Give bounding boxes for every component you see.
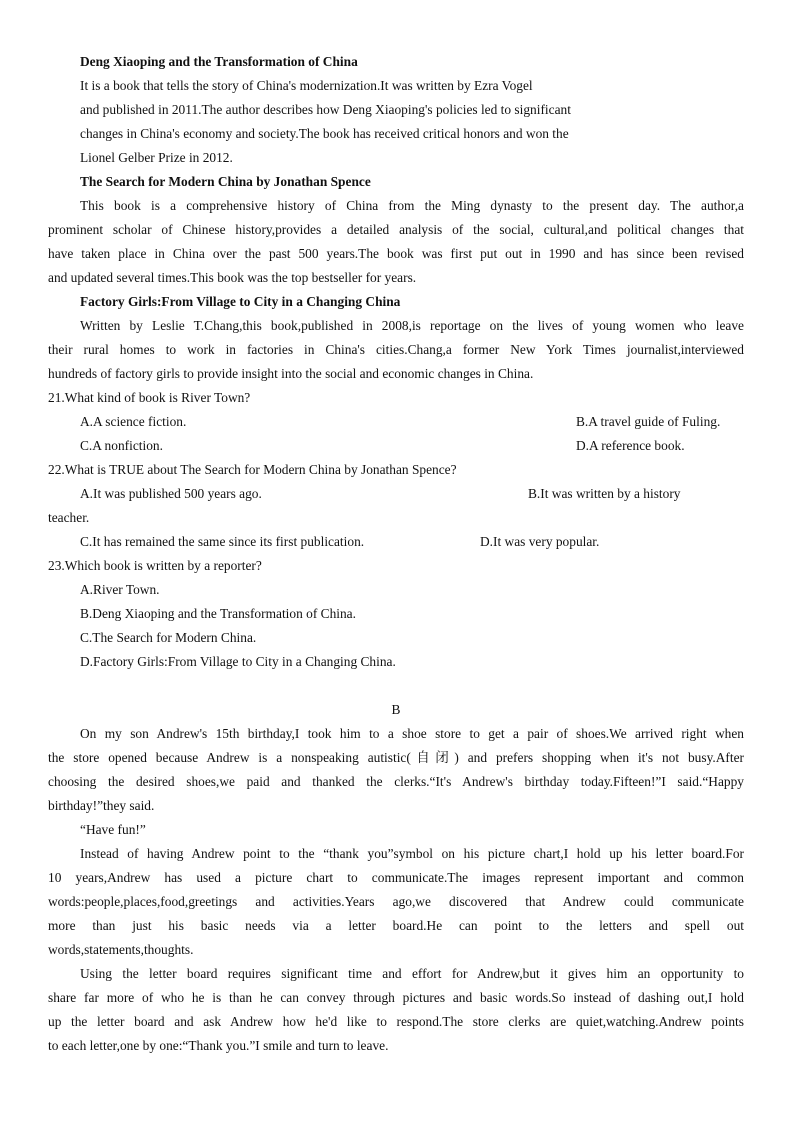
- passage-b-p1-line: choosing the desired shoes,we paid and thanked the clerks.“It's Andrew's birthday today.Fifteen!”I said.“Happy: [48, 774, 744, 789]
- question-23-stem: 23.Which book is written by a reporter?: [48, 558, 262, 573]
- question-23-option-d: D.Factory Girls:From Village to City in a Changing China.: [80, 654, 396, 669]
- question-21-stem: 21.What kind of book is River Town?: [48, 390, 251, 405]
- question-22-option-c: C.It has remained the same since its first publication.: [80, 534, 365, 549]
- question-23-option-a: A.River Town.: [80, 582, 160, 597]
- passage-b-p3-line: words,statements,thoughts.: [48, 942, 194, 957]
- passage-b-p1-line: birthday!”they said.: [48, 798, 155, 813]
- book3-line: hundreds of factory girls to provide insight into the social and economic changes in China.: [48, 366, 534, 381]
- question-21-option-a: A.A science fiction.: [80, 414, 187, 429]
- book2-title: The Search for Modern China by Jonathan Spence: [80, 174, 371, 189]
- book3-line: Written by Leslie T.Chang,this book,published in 2008,is reportage on the lives of young women who leave: [80, 318, 744, 333]
- passage-b-p1-line: On my son Andrew's 15th birthday,I took him to a shoe store to get a pair of shoes.We arrived right when: [80, 726, 744, 741]
- book3-line: their rural homes to work in factories in China's cities.Chang,a former New York Times journalist,interviewed: [48, 342, 744, 357]
- book1-line: and published in 2011.The author describes how Deng Xiaoping's policies led to significant: [80, 102, 571, 117]
- passage-b-p4-line: Using the letter board requires significant time and effort for Andrew,but it gives him an opportunity to: [80, 966, 744, 981]
- passage-b-p2: “Have fun!”: [80, 822, 146, 837]
- book2-line: have taken place in China over the past 500 years.The book was first put out in 1990 and has since been revised: [48, 246, 744, 261]
- book2-line: prominent scholar of Chinese history,provides a detailed analysis of the social, cultural,and political changes that: [48, 222, 744, 237]
- book2-line: and updated several times.This book was the top bestseller for years.: [48, 270, 417, 285]
- book3-title: Factory Girls:From Village to City in a Changing China: [80, 294, 401, 309]
- section-b-label: B: [391, 702, 401, 717]
- passage-b-p4-line: up the letter board and ask Andrew how he'd like to respond.The store clerks are quiet,watching.Andrew points: [48, 1014, 744, 1029]
- question-22-option-d: D.It was very popular.: [480, 534, 600, 549]
- book2-line: This book is a comprehensive history of China from the Ming dynasty to the present day. The author,a: [80, 198, 744, 213]
- section-spacer: [48, 674, 744, 698]
- question-21-row-2: [48, 434, 744, 458]
- question-23-option-b: B.Deng Xiaoping and the Transformation of China.: [80, 606, 356, 621]
- passage-b-p3-line: more than just his basic needs via a letter board.He can point to the letters and spell out: [48, 918, 744, 933]
- question-21-row-1: [48, 410, 744, 434]
- book1-line: Lionel Gelber Prize in 2012.: [80, 150, 233, 165]
- passage-b-p1-line: the store opened because Andrew is a nonspeaking autistic(自闭) and prefers shopping when it's not busy.After: [48, 750, 744, 765]
- document-page: [48, 50, 744, 1058]
- question-23-option-c: C.The Search for Modern China.: [80, 630, 257, 645]
- question-22-stem: 22.What is TRUE about The Search for Modern China by Jonathan Spence?: [48, 462, 457, 477]
- book1-line: It is a book that tells the story of China's modernization.It was written by Ezra Vogel: [80, 78, 533, 93]
- book1-line: changes in China's economy and society.The book has received critical honors and won the: [80, 126, 569, 141]
- question-22-option-b: B.It was written by a history: [528, 486, 681, 501]
- question-21-option-c: C.A nonfiction.: [80, 438, 163, 453]
- question-22-option-a: A.It was published 500 years ago.: [80, 486, 262, 501]
- passage-b-p4-line: share far more of who he is than he can convey through pictures and basic words.So instead of dashing out,I hold: [48, 990, 744, 1005]
- passage-b-p3-line: words:people,places,food,greetings and activities.Years ago,we discovered that Andrew could communicate: [48, 894, 744, 909]
- passage-b-p3-line: 10 years,Andrew has used a picture chart to communicate.The images represent important and common: [48, 870, 744, 885]
- question-21-option-b: B.A travel guide of Fuling.: [576, 414, 721, 429]
- question-22-row-1: [48, 482, 744, 506]
- question-22-option-b-continued: teacher.: [48, 510, 90, 525]
- question-21-option-d: D.A reference book.: [576, 438, 685, 453]
- passage-b-p4-line: to each letter,one by one:“Thank you.”I smile and turn to leave.: [48, 1038, 389, 1053]
- question-22-row-2: [48, 530, 744, 554]
- book1-title: Deng Xiaoping and the Transformation of China: [80, 54, 358, 69]
- passage-b-p3-line: Instead of having Andrew point to the “thank you”symbol on his picture chart,I hold up his letter board.For: [80, 846, 744, 861]
